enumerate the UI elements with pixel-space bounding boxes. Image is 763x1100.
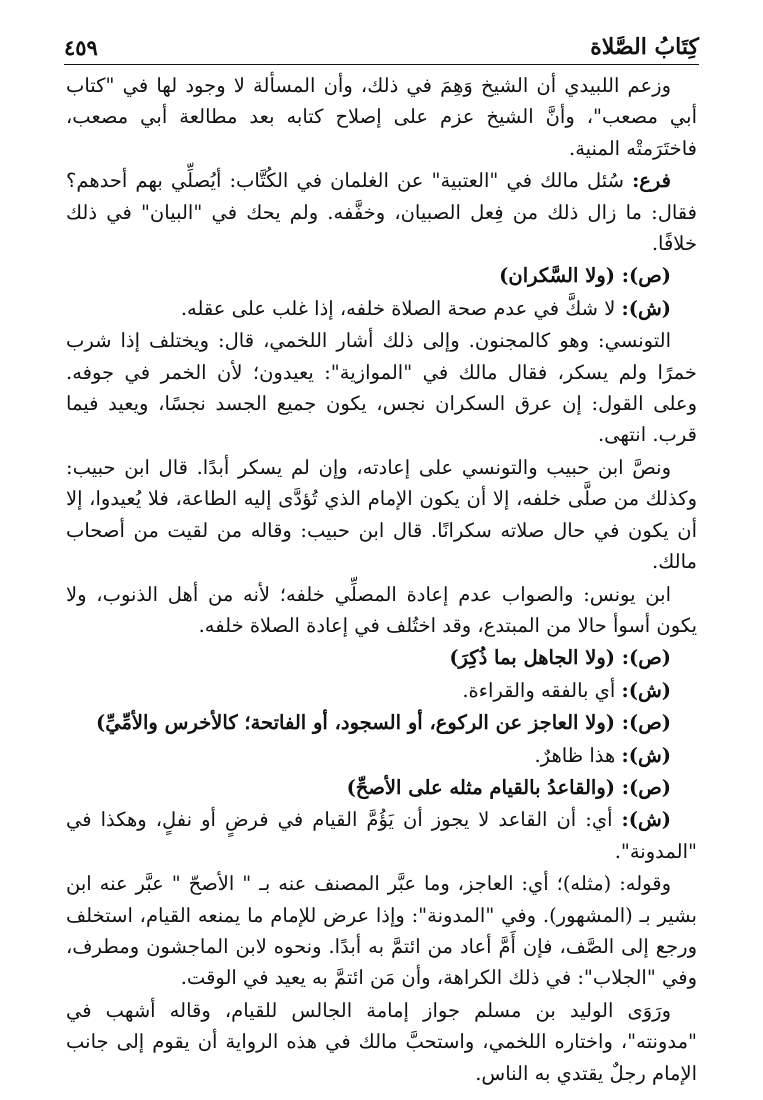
paragraph-lead: (ص): <box>621 711 671 735</box>
running-title: كِتَابُ الصَّلاة <box>590 34 699 60</box>
paragraph-lead: (ش): <box>621 808 671 832</box>
paragraph-qawluhu: وقوله: (مثله)؛ أي: العاجز، وما عبَّر المصنف عنه بـ " الأصحّ " عبَّر عنه ابن بشير بـ (المشهور). وفي "المدونة": وإذا عرض للإمام ما يمنعه القيام، استخلف ورجع إلى الصَّف، فإن أَمَّ أعاد من ائتمَّ به أبدًا. ونحوه لابن الماجشون ومطرف، وفي "الجلاب": في ذلك الكراهة، وأن مَن ائتمَّ به يعيد في الوقت. <box>66 872 697 990</box>
sharh-ajiz: (ش): هذا ظاهرٌ. <box>534 743 671 767</box>
paragraph-ibn-yunus: ابن يونس: والصواب عدم إعادة المصلِّي خلفه؛ لأنه من أهل الذنوب، ولا يكون أسوأ حالا من المبتدع، وقد اختُلف في إعادة الصلاة خلفه. <box>66 582 697 637</box>
paragraph-lead: (ش): <box>621 296 671 320</box>
matn-sakran: (ص): (ولا السَّكران) <box>499 264 671 288</box>
paragraph-2: فرع: سُئل مالك في "العتبية" عن الغلمان في الكُتَّاب: أيُصلِّي بهم أحدهم؟ فقال: ما زال ذلك من فِعل الصبيان، وخفَّفه. ولم يحك في "البيان" في ذلك خلافًا. <box>66 169 697 256</box>
paragraph-walid: ورَوَى الوليد بن مسلم جواز إمامة الجالس للقيام، وقاله أشهب في "مدونته"، واختاره اللخمي، واستحبَّ مالك في هذه الرواية أن يقوم إلى جانب الإمام رجلٌ يقتدي به الناس. <box>66 998 697 1085</box>
paragraph-lead: (ش): <box>621 743 671 767</box>
paragraph-tunisi: التونسي: وهو كالمجنون. وإلى ذلك أشار اللخمي، قال: ويختلف إذا شرب خمرًا ولم يسكر، فقال مالك في "الموازية": يعيدون؛ لأن الخمر في جوفه. وعلى القول: إن عرق السكران نجس، يكون جميع الجسد نجسًا، ويعيد فيما قرب. انتهى. <box>66 329 697 447</box>
matn-ajiz: (ص): (ولا العاجز عن الركوع، أو السجود، أو الفاتحة؛ كالأخرس والأمِّيِّ) <box>95 711 671 735</box>
paragraph-lead: فرع: <box>632 169 671 193</box>
sharh-sakran: (ش): لا شكَّ في عدم صحة الصلاة خلفه، إذا غلب على عقله. <box>180 296 671 320</box>
page-header <box>64 22 699 65</box>
sharh-qaid: (ش): أي: أن القاعد لا يجوز أن يَؤُمَّ القيام في فرضٍ أو نفلٍ، وهكذا في "المدونة". <box>66 808 697 863</box>
paragraph-lead: (ص): <box>621 646 671 670</box>
page-number: ٤٥٩ <box>64 35 98 60</box>
paragraph-ibn-habib: ونصَّ ابن حبيب والتونسي على إعادته، وإن لم يسكر أبدًا. قال ابن حبيب: وكذلك من صلَّى خلفه، إلا أن يكون الإمام الذي تُؤدَّى إليه الطاعة، فلا يُعيدوا، إلا أن يكون في حال صلاته سكرانًا. قال ابن حبيب: وقاله من لقيت من أصحاب مالك. <box>66 455 697 574</box>
sharh-jahil: (ش): أي بالفقه والقراءة. <box>462 678 671 702</box>
matn-jahil: (ص): (ولا الجاهل بما ذُكِرَ) <box>449 646 671 670</box>
page-body <box>66 70 697 1090</box>
paragraph-lead: (ص): <box>621 775 671 799</box>
paragraph-1: وزعم اللبيدي أن الشيخ وَهِمَ في ذلك، وأن المسألة لا وجود لها في "كتاب أبي مصعب"، وأنَّ الشيخ عزم على إصلاح كتابه بعد مطالعة أبي مصعب، فاختَرَمتْه المنية. <box>66 74 697 160</box>
paragraph-lead: (ش): <box>621 678 671 702</box>
matn-qaid: (ص): (والقاعدُ بالقيام مثله على الأصحِّ) <box>346 775 671 799</box>
paragraph-lead: (ص): <box>621 264 671 288</box>
